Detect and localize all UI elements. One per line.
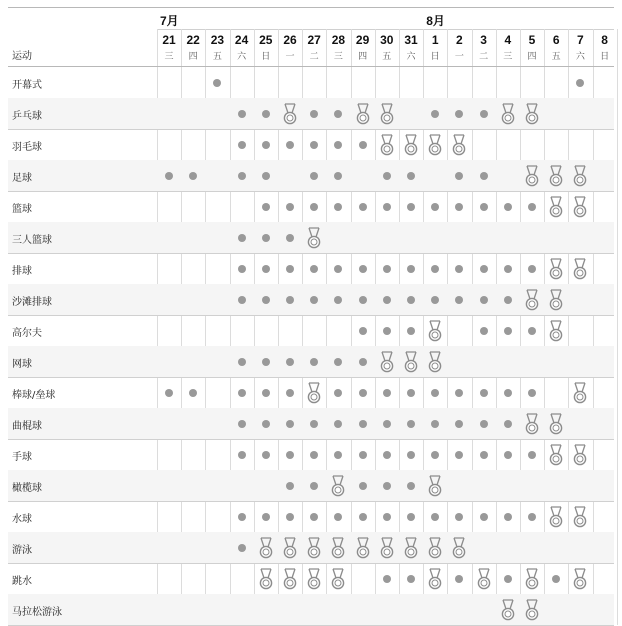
weekday-label: 四 [527,52,537,62]
competition-dot [310,482,318,490]
medal-icon [549,506,563,528]
competition-dot [334,203,342,211]
medal-icon [283,103,297,125]
sport-name: 网球 [12,358,32,370]
competition-dot [286,451,294,459]
medal-icon [380,537,394,559]
weekday-label: 二 [479,52,489,62]
sport-name: 开幕式 [12,79,42,91]
medal-icon [404,351,418,373]
competition-dot [431,203,439,211]
date-number: 7 [577,33,584,47]
competition-dot [262,296,270,304]
medal-icon [525,103,539,125]
medal-icon [428,134,442,156]
row-divider [8,315,614,316]
competition-dot [407,482,415,490]
weekday-label: 三 [164,52,174,62]
column-divider [617,29,618,625]
competition-dot [262,389,270,397]
competition-dot [383,203,391,211]
competition-dot [407,513,415,521]
sport-name: 三人篮球 [12,234,52,246]
medal-icon [573,568,587,590]
competition-dot [286,296,294,304]
competition-dot [334,389,342,397]
competition-dot [262,234,270,242]
competition-dot [504,389,512,397]
competition-dot [528,513,536,521]
competition-dot [455,575,463,583]
month-divider [157,29,614,30]
competition-dot [407,451,415,459]
row-divider [8,253,614,254]
date-number: 31 [404,33,418,47]
medal-icon [549,320,563,342]
date-number: 30 [380,33,394,47]
weekday-label: 四 [358,52,368,62]
competition-dot [334,513,342,521]
medal-icon [307,382,321,404]
row-divider [8,377,614,378]
competition-dot [286,482,294,490]
competition-dot [334,358,342,366]
competition-dot [480,110,488,118]
medal-icon [549,413,563,435]
competition-dot [383,296,391,304]
header-top-border [8,7,614,8]
sport-name: 马拉松游泳 [12,606,62,618]
date-number: 3 [480,33,487,47]
date-number: 22 [186,33,200,47]
competition-dot [528,203,536,211]
medal-icon [428,475,442,497]
medal-icon [331,475,345,497]
competition-dot [431,420,439,428]
competition-dot [480,513,488,521]
competition-dot [383,172,391,180]
competition-dot [262,265,270,273]
competition-dot [262,420,270,428]
medal-icon [549,196,563,218]
competition-dot [262,141,270,149]
row-divider [8,439,614,440]
month-label: 7月 [160,14,179,28]
competition-dot [407,265,415,273]
medal-icon [428,320,442,342]
competition-dot [359,389,367,397]
competition-dot [455,420,463,428]
competition-dot [310,358,318,366]
medal-icon [573,382,587,404]
competition-dot [359,482,367,490]
competition-dot [504,513,512,521]
competition-dot [238,141,246,149]
medal-icon [380,103,394,125]
date-number: 5 [528,33,536,47]
medal-icon [573,165,587,187]
competition-dot [383,482,391,490]
competition-dot [165,389,173,397]
competition-dot [528,451,536,459]
competition-dot [431,296,439,304]
sport-name: 沙滩排球 [12,296,52,308]
weekday-label: 六 [237,52,247,62]
competition-dot [334,296,342,304]
competition-dot [359,327,367,335]
date-number: 4 [504,33,512,47]
competition-dot [262,358,270,366]
sport-name: 排球 [12,265,32,277]
medal-icon [525,599,539,621]
medal-icon [573,506,587,528]
competition-dot [334,172,342,180]
competition-dot [310,296,318,304]
competition-dot [455,389,463,397]
competition-dot [310,141,318,149]
competition-dot [213,79,221,87]
medal-icon [549,165,563,187]
competition-dot [238,358,246,366]
competition-dot [431,110,439,118]
row-divider [8,501,614,502]
competition-dot [359,451,367,459]
competition-dot [528,265,536,273]
competition-dot [407,420,415,428]
competition-dot [504,575,512,583]
competition-dot [407,575,415,583]
competition-dot [383,513,391,521]
competition-dot [407,203,415,211]
competition-dot [407,389,415,397]
month-label: 8月 [426,14,445,28]
date-number: 28 [331,33,346,47]
competition-dot [455,451,463,459]
medal-icon [525,289,539,311]
medal-icon [331,568,345,590]
competition-dot [383,451,391,459]
competition-dot [334,420,342,428]
weekday-label: 三 [333,52,343,62]
sport-name: 篮球 [12,203,32,215]
sport-name: 羽毛球 [12,141,42,153]
competition-dot [359,265,367,273]
competition-dot [334,265,342,273]
sport-name: 游泳 [12,544,32,556]
competition-dot [334,451,342,459]
competition-dot [480,389,488,397]
competition-dot [165,172,173,180]
competition-dot [238,172,246,180]
competition-dot [528,389,536,397]
competition-dot [455,513,463,521]
competition-dot [383,265,391,273]
competition-dot [359,513,367,521]
medal-icon [404,537,418,559]
competition-dot [504,296,512,304]
weekday-label: 六 [406,52,416,62]
competition-dot [286,389,294,397]
weekday-label: 五 [212,52,222,62]
weekday-label: 日 [430,52,440,62]
competition-dot [310,265,318,273]
date-number: 29 [355,33,370,47]
date-number: 23 [210,33,225,47]
competition-dot [480,172,488,180]
row-divider [8,563,614,564]
competition-dot [262,203,270,211]
competition-dot [238,389,246,397]
competition-dot [504,265,512,273]
competition-dot [310,110,318,118]
sport-name: 曲棍球 [12,420,42,432]
date-number: 1 [431,33,439,47]
competition-dot [455,265,463,273]
competition-dot [407,327,415,335]
competition-dot [455,110,463,118]
medal-icon [573,444,587,466]
competition-dot [262,513,270,521]
competition-dot [286,141,294,149]
medal-icon [549,258,563,280]
sport-name: 跳水 [12,575,32,587]
weekday-label: 四 [188,52,198,62]
medal-icon [356,103,370,125]
date-number: 2 [456,33,463,47]
competition-dot [262,451,270,459]
competition-dot [262,110,270,118]
weekday-label: 一 [285,52,295,62]
sport-name: 乒乓球 [12,110,42,122]
medal-icon [525,568,539,590]
medal-icon [307,537,321,559]
competition-dot [359,141,367,149]
competition-dot [238,513,246,521]
competition-dot [383,575,391,583]
competition-dot [480,420,488,428]
medal-icon [549,444,563,466]
date-number: 8 [601,33,608,47]
date-number: 24 [234,33,249,47]
competition-dot [310,420,318,428]
medal-icon [283,537,297,559]
competition-dot [431,451,439,459]
sport-name: 高尔夫 [12,327,42,339]
medal-icon [501,103,515,125]
competition-dot [504,327,512,335]
competition-dot [407,296,415,304]
competition-dot [383,420,391,428]
medal-icon [573,196,587,218]
weekday-label: 二 [309,52,319,62]
medal-icon [307,227,321,249]
medal-icon [501,599,515,621]
competition-dot [407,172,415,180]
date-number: 25 [259,33,273,47]
sport-name: 棒球/垒球 [12,389,56,401]
competition-dot [286,358,294,366]
competition-dot [480,327,488,335]
medal-icon [573,258,587,280]
medal-icon [428,568,442,590]
weekday-label: 六 [575,52,585,62]
competition-dot [383,389,391,397]
competition-dot [383,327,391,335]
medal-icon [380,134,394,156]
row-divider [8,191,614,192]
medal-icon [549,289,563,311]
competition-dot [359,420,367,428]
competition-dot [310,203,318,211]
medal-icon [452,134,466,156]
competition-dot [504,420,512,428]
weekday-label: 三 [503,52,513,62]
medal-icon [452,537,466,559]
competition-dot [262,172,270,180]
competition-dot [455,172,463,180]
medal-icon [283,568,297,590]
competition-dot [334,141,342,149]
competition-dot [310,451,318,459]
row-background [8,594,614,625]
competition-dot [189,389,197,397]
competition-dot [431,513,439,521]
competition-dot [431,265,439,273]
competition-dot [431,389,439,397]
competition-dot [238,234,246,242]
medal-icon [259,537,273,559]
medal-icon [428,537,442,559]
competition-dot [455,296,463,304]
competition-dot [238,451,246,459]
medal-icon [404,134,418,156]
sport-name: 水球 [12,513,32,525]
medal-icon [356,537,370,559]
competition-dot [238,544,246,552]
medal-icon [259,568,273,590]
competition-dot [238,420,246,428]
weekday-label: 五 [382,52,392,62]
medal-icon [307,568,321,590]
sport-name: 足球 [12,172,32,184]
competition-dot [334,110,342,118]
competition-dot [286,513,294,521]
medal-icon [477,568,491,590]
competition-dot [504,203,512,211]
medal-icon [380,351,394,373]
competition-dot [286,234,294,242]
competition-dot [238,296,246,304]
competition-dot [359,358,367,366]
competition-dot [480,296,488,304]
competition-dot [480,203,488,211]
competition-dot [238,265,246,273]
date-number: 26 [283,33,297,47]
weekday-label: 五 [551,52,561,62]
medal-icon [525,413,539,435]
weekday-label: 日 [261,52,271,62]
sport-column-header: 运动 [12,51,32,62]
competition-dot [310,172,318,180]
competition-dot [310,513,318,521]
competition-dot [286,265,294,273]
medal-icon [331,537,345,559]
competition-dot [359,203,367,211]
competition-dot [480,451,488,459]
competition-dot [455,203,463,211]
medal-icon [525,165,539,187]
competition-dot [238,110,246,118]
date-number: 27 [307,33,321,47]
weekday-label: 日 [600,52,610,62]
competition-dot [359,296,367,304]
competition-dot [189,172,197,180]
date-number: 6 [552,33,560,47]
row-divider [8,129,614,130]
competition-dot [480,265,488,273]
medal-icon [428,351,442,373]
competition-dot [576,79,584,87]
sport-name: 橄榄球 [12,482,42,494]
competition-dot [286,203,294,211]
header-bottom-border [8,66,614,67]
competition-dot [286,420,294,428]
weekday-label: 一 [454,52,464,62]
competition-dot [504,451,512,459]
sport-name: 手球 [12,451,32,463]
competition-dot [528,327,536,335]
date-number: 21 [162,33,176,47]
competition-dot [552,575,560,583]
